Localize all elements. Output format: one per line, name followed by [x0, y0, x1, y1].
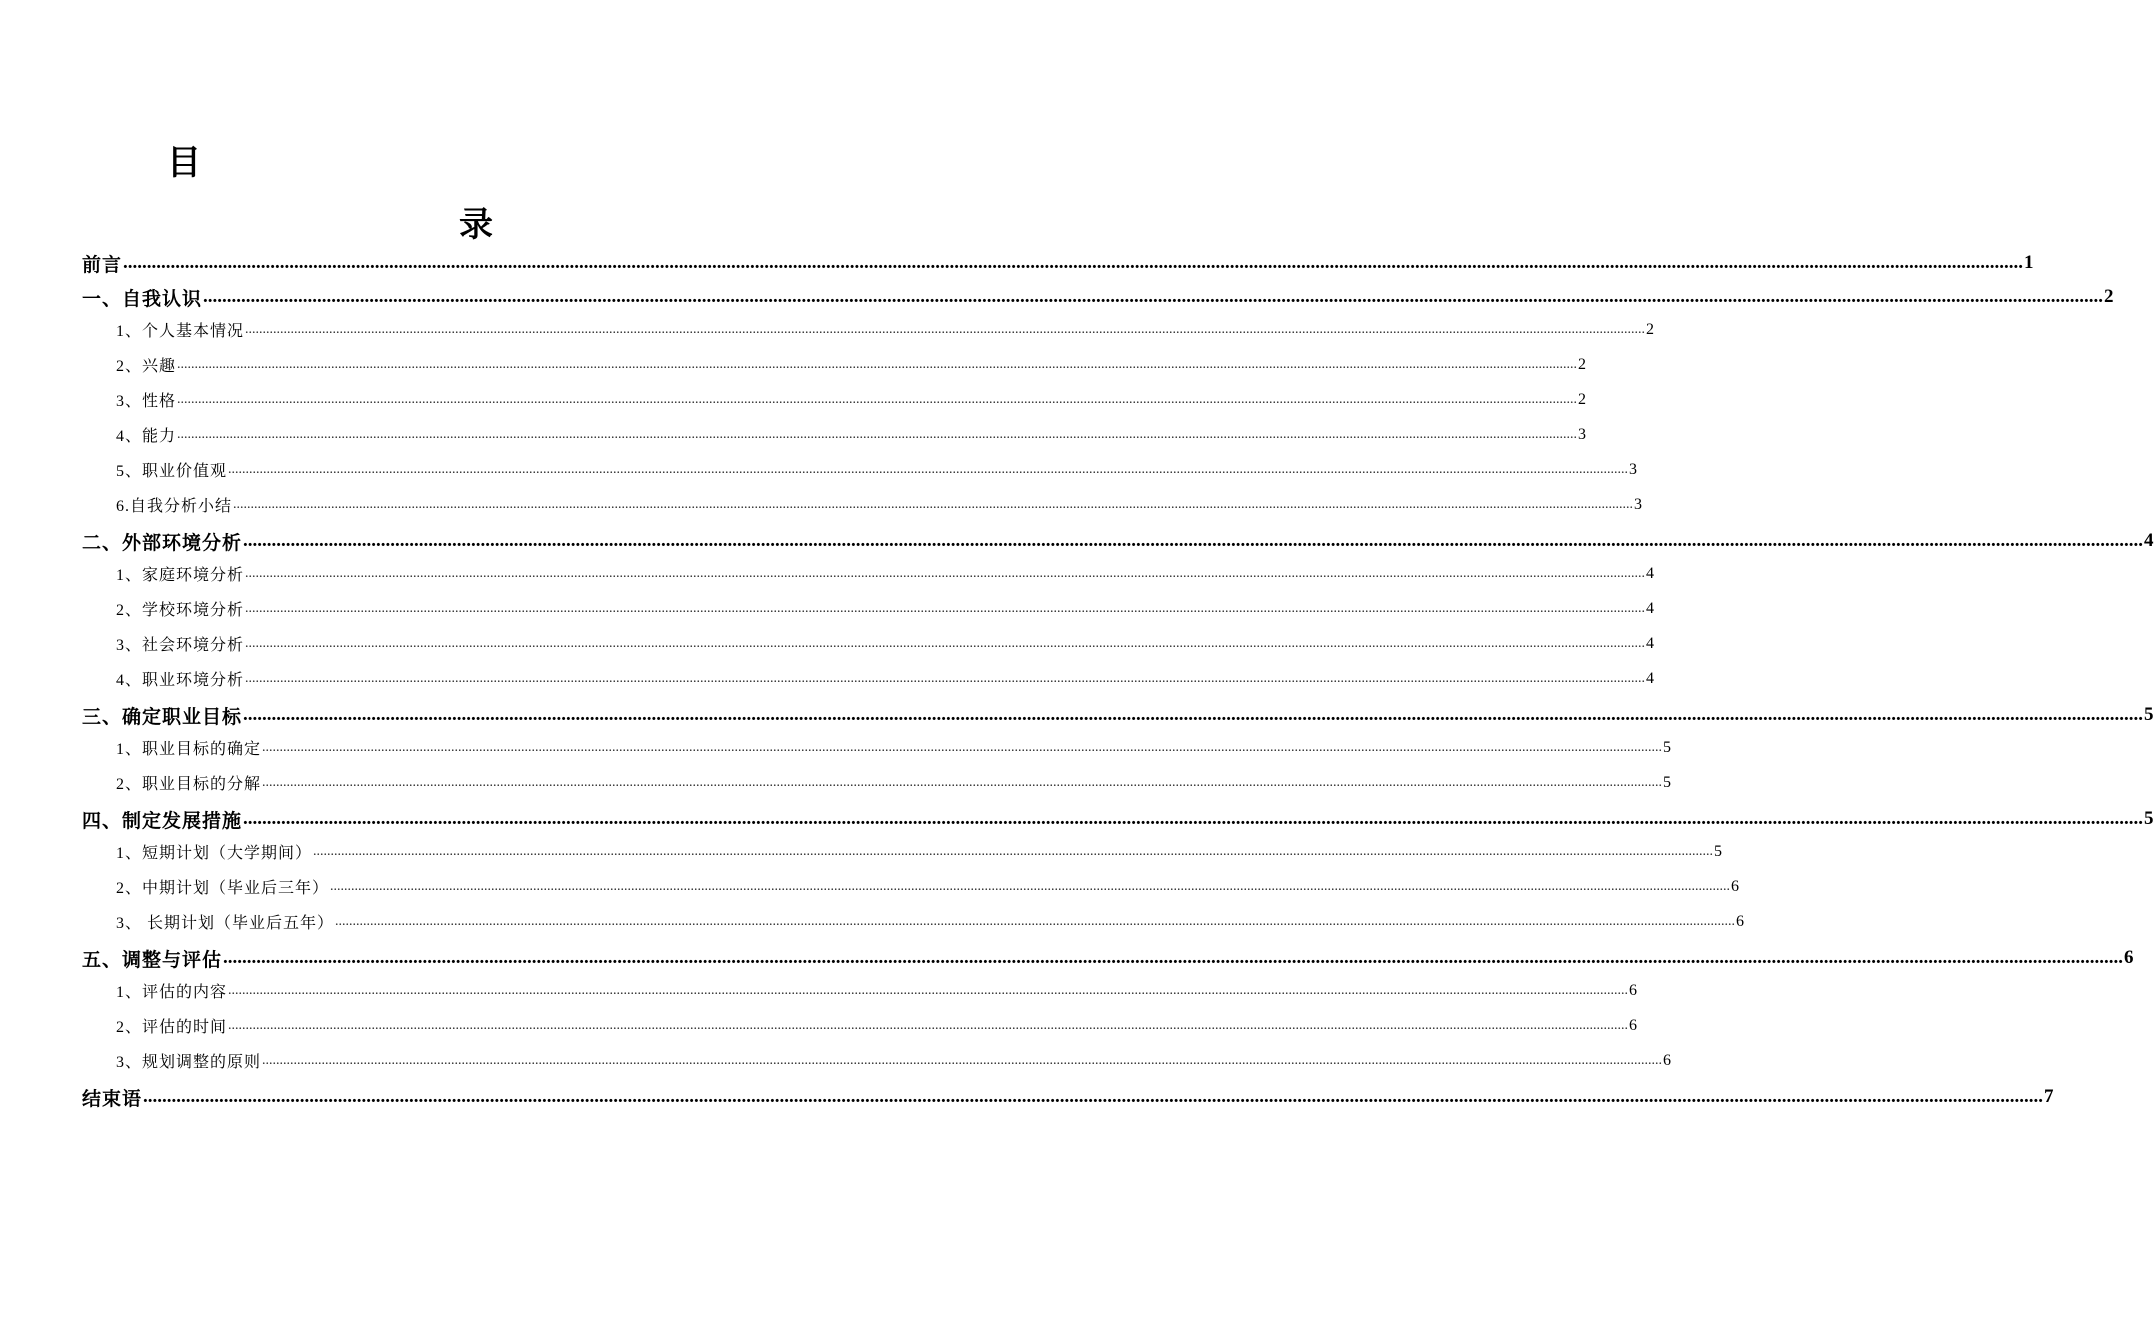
toc-entry-text: 结束语 [82, 1088, 143, 1110]
toc-page-number: 3 [1578, 425, 1587, 443]
dot-leader: ................................................................................................................................................................................................................................................................................................................................................................................................................ [245, 671, 1646, 686]
toc-subentry[interactable] [82, 382, 1587, 417]
dot-leader: ................................................................................................................................................................................................................................................................................................................................................................................................................ [177, 392, 1578, 407]
dot-leader: ................................................................................................................................................................................................................................................................................................................................................................................................................ [243, 808, 2144, 829]
toc-page-number: 5 [2144, 808, 2154, 829]
toc-page-number: 3 [1634, 495, 1643, 513]
dot-leader: ................................................................................................................................................................................................................................................................................................................................................................................................................ [228, 462, 1629, 477]
dot-leader: ................................................................................................................................................................................................................................................................................................................................................................................................................ [177, 427, 1578, 442]
toc-heading-entry[interactable] [82, 804, 2154, 834]
toc-subentry[interactable] [82, 626, 1655, 661]
dot-leader: ................................................................................................................................................................................................................................................................................................................................................................................................................ [177, 357, 1578, 372]
toc-title-part2: 录 [459, 205, 493, 245]
dot-leader: ................................................................................................................................................................................................................................................................................................................................................................................................................ [143, 1086, 2044, 1107]
table-of-contents [82, 248, 2154, 1112]
toc-page-number: 1 [2024, 252, 2034, 273]
toc-heading-entry[interactable] [82, 282, 2114, 312]
toc-page-number: 5 [1663, 773, 1672, 791]
toc-subentry[interactable] [82, 1008, 1638, 1043]
dot-leader: ................................................................................................................................................................................................................................................................................................................................................................................................................ [203, 286, 2104, 307]
toc-page-number: 6 [1736, 912, 1745, 930]
toc-heading-entry[interactable] [82, 248, 2034, 278]
toc-page-number: 4 [1646, 634, 1655, 652]
dot-leader: ................................................................................................................................................................................................................................................................................................................................................................................................................ [243, 704, 2144, 725]
dot-leader: ................................................................................................................................................................................................................................................................................................................................................................................................................ [228, 1018, 1629, 1033]
toc-page-number: 6 [1663, 1051, 1672, 1069]
toc-subentry[interactable] [82, 765, 1672, 800]
toc-entry-text: 2、兴趣 [116, 358, 177, 375]
toc-subentry[interactable] [82, 452, 1638, 487]
dot-leader: ................................................................................................................................................................................................................................................................................................................................................................................................................ [228, 983, 1629, 998]
toc-page-number: 4 [1646, 599, 1655, 617]
dot-leader: ................................................................................................................................................................................................................................................................................................................................................................................................................ [262, 1053, 1663, 1068]
toc-subentry[interactable] [82, 1043, 1672, 1078]
dot-leader: ................................................................................................................................................................................................................................................................................................................................................................................................................ [123, 252, 2024, 273]
toc-page-number: 5 [2144, 704, 2154, 725]
toc-page-number: 2 [1646, 320, 1655, 338]
toc-page-number: 4 [2144, 530, 2154, 551]
toc-page-number: 6 [2124, 947, 2134, 968]
toc-entry-text: 2、评估的时间 [116, 1019, 228, 1036]
toc-entry-text: 6.自我分析小结 [116, 498, 233, 515]
toc-page-number: 2 [1578, 390, 1587, 408]
toc-entry-text: 2、职业目标的分解 [116, 776, 262, 793]
toc-entry-text: 1、短期计划（大学期间） [116, 845, 313, 862]
toc-title-part1: 目 [167, 143, 201, 183]
toc-page-number: 4 [1646, 669, 1655, 687]
toc-subentry[interactable] [82, 556, 1655, 591]
toc-subentry[interactable] [82, 312, 1655, 347]
toc-entry-text: 4、能力 [116, 428, 177, 445]
toc-subentry[interactable] [82, 834, 1723, 869]
toc-heading-entry[interactable] [82, 943, 2134, 973]
toc-page-number: 2 [2104, 286, 2114, 307]
toc-entry-text: 3、社会环境分析 [116, 637, 245, 654]
toc-entry-text: 三、确定职业目标 [82, 706, 243, 728]
dot-leader: ................................................................................................................................................................................................................................................................................................................................................................................................................ [245, 566, 1646, 581]
toc-entry-text: 1、个人基本情况 [116, 323, 245, 340]
toc-page-number: 7 [2044, 1086, 2054, 1107]
toc-page-number: 6 [1731, 877, 1740, 895]
toc-page-number: 5 [1663, 738, 1672, 756]
toc-entry-text: 1、评估的内容 [116, 984, 228, 1001]
toc-entry-text: 2、学校环境分析 [116, 602, 245, 619]
toc-entry-text: 4、职业环境分析 [116, 672, 245, 689]
toc-entry-text: 四、制定发展措施 [82, 810, 243, 832]
toc-entry-text: 2、中期计划（毕业后三年） [116, 880, 330, 897]
toc-entry-text: 五、调整与评估 [82, 949, 223, 971]
dot-leader: ................................................................................................................................................................................................................................................................................................................................................................................................................ [313, 844, 1714, 859]
toc-subentry[interactable] [82, 730, 1672, 765]
toc-heading-entry[interactable] [82, 700, 2154, 730]
toc-page-number: 3 [1629, 460, 1638, 478]
toc-subentry[interactable] [82, 487, 1643, 522]
toc-subentry[interactable] [82, 904, 1745, 939]
dot-leader: ................................................................................................................................................................................................................................................................................................................................................................................................................ [223, 947, 2124, 968]
toc-subentry[interactable] [82, 347, 1587, 382]
toc-entry-text: 1、家庭环境分析 [116, 567, 245, 584]
dot-leader: ................................................................................................................................................................................................................................................................................................................................................................................................................ [245, 601, 1646, 616]
toc-heading-entry[interactable] [82, 1082, 2054, 1112]
dot-leader: ................................................................................................................................................................................................................................................................................................................................................................................................................ [330, 879, 1731, 894]
toc-page-number: 6 [1629, 981, 1638, 999]
dot-leader: ................................................................................................................................................................................................................................................................................................................................................................................................................ [243, 530, 2144, 551]
dot-leader: ................................................................................................................................................................................................................................................................................................................................................................................................................ [245, 322, 1646, 337]
toc-entry-text: 一、自我认识 [82, 288, 203, 310]
toc-subentry[interactable] [82, 869, 1740, 904]
toc-entry-text: 1、职业目标的确定 [116, 741, 262, 758]
toc-page-number: 4 [1646, 564, 1655, 582]
toc-subentry[interactable] [82, 417, 1587, 452]
toc-page-number: 5 [1714, 842, 1723, 860]
toc-entry-text: 二、外部环境分析 [82, 532, 243, 554]
toc-entry-text: 5、职业价值观 [116, 463, 228, 480]
toc-entry-text: 3、规划调整的原则 [116, 1054, 262, 1071]
dot-leader: ................................................................................................................................................................................................................................................................................................................................................................................................................ [335, 914, 1736, 929]
toc-heading-entry[interactable] [82, 526, 2154, 556]
toc-entry-text: 前言 [82, 254, 123, 276]
dot-leader: ................................................................................................................................................................................................................................................................................................................................................................................................................ [233, 497, 1634, 512]
toc-page-number: 2 [1578, 355, 1587, 373]
dot-leader: ................................................................................................................................................................................................................................................................................................................................................................................................................ [245, 636, 1646, 651]
toc-subentry[interactable] [82, 973, 1638, 1008]
toc-page-number: 6 [1629, 1016, 1638, 1034]
toc-entry-text: 3、 长期计划（毕业后五年） [116, 915, 335, 932]
toc-entry-text: 3、性格 [116, 393, 177, 410]
dot-leader: ................................................................................................................................................................................................................................................................................................................................................................................................................ [262, 775, 1663, 790]
dot-leader: ................................................................................................................................................................................................................................................................................................................................................................................................................ [262, 740, 1663, 755]
toc-subentry[interactable] [82, 661, 1655, 696]
toc-subentry[interactable] [82, 591, 1655, 626]
